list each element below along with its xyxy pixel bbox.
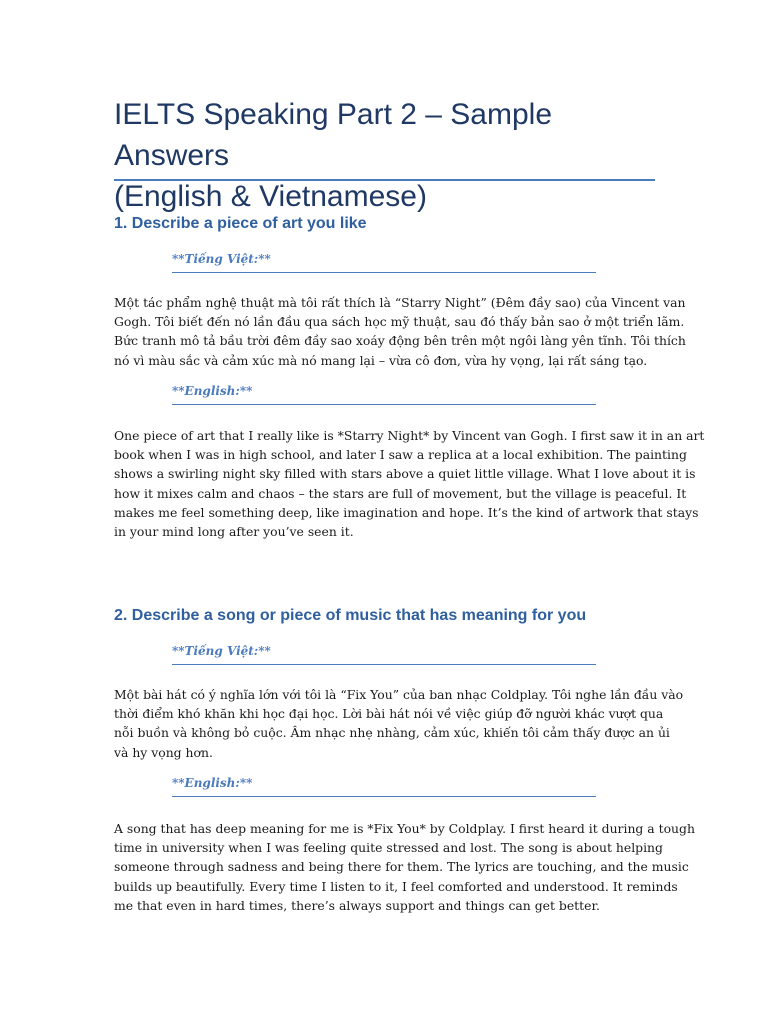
paragraph-line: One piece of art that I really like is *Starry Night* by Vincent van Gogh. I first saw it in an art	[114, 428, 705, 443]
section-2-english-label: **English:**	[172, 776, 253, 790]
paragraph-line: A song that has deep meaning for me is *Fix You* by Coldplay. I first heard it during a tough	[114, 821, 695, 836]
paragraph-line: Một tác phẩm nghệ thuật mà tôi rất thích là “Starry Night” (Đêm đầy sao) của Vincent van	[114, 295, 686, 310]
section-2-english-divider	[172, 796, 596, 797]
section-2-vietnamese-divider	[172, 664, 596, 665]
paragraph-line: time in university when I was feeling quite stressed and lost. The song is about helping	[114, 840, 663, 856]
section-2-english-paragraph	[114, 819, 695, 915]
paragraph-line: nỗi buồn và không bỏ cuộc. Âm nhạc nhẹ nhàng, cảm xúc, khiến tôi cảm thấy được an ủi	[114, 725, 670, 741]
paragraph-line: builds up beautifully. Every time I listen to it, I feel comforted and understood. It reminds	[114, 878, 678, 894]
document-title-line-2: (English & Vietnamese)	[114, 180, 427, 213]
paragraph-line: shows a swirling night sky filled with stars above a quiet little village. What I love about it is	[114, 466, 696, 482]
section-1-heading: 1. Describe a piece of art you like	[114, 215, 367, 232]
paragraph-line: book when I was in high school, and later I saw a replica at a local exhibition. The painting	[114, 447, 687, 463]
section-1-vietnamese-divider	[172, 272, 596, 273]
document-title	[114, 94, 659, 217]
paragraph-line: Một bài hát có ý nghĩa lớn với tôi là “Fix You” của ban nhạc Coldplay. Tôi nghe lần đầu vào	[114, 687, 684, 702]
paragraph-line: in your mind long after you’ve seen it.	[114, 524, 354, 540]
paragraph-line: thời điểm khó khăn khi học đại học. Lời bài hát nói về việc giúp đỡ người khác vượt qua	[114, 706, 664, 722]
paragraph-line: nó vì màu sắc và cảm xúc mà nó mang lại – vừa cô đơn, vừa hy vọng, lại rất sáng tạo.	[114, 352, 648, 368]
paragraph-line: me that even in hard times, there’s always support and things can get better.	[114, 897, 600, 913]
section-1-english-divider	[172, 404, 596, 405]
paragraph-line: how it mixes calm and chaos – the stars are full of movement, but the village is peaceful. It	[114, 485, 687, 501]
section-1-vietnamese-label: **Tiếng Việt:**	[172, 252, 271, 266]
section-2-vietnamese-paragraph	[114, 685, 684, 762]
paragraph-line: Bức tranh mô tả bầu trời đêm đầy sao xoáy động bên trên một ngôi làng yên tĩnh. Tôi thích	[114, 333, 686, 349]
document-title-line-1: IELTS Speaking Part 2 – Sample Answers	[114, 98, 553, 172]
section-2-heading: 2. Describe a song or piece of music that has meaning for you	[114, 607, 587, 624]
paragraph-line: Gogh. Tôi biết đến nó lần đầu qua sách học mỹ thuật, sau đó thấy bản sao ở một triển lãm.	[114, 314, 685, 330]
title-divider	[114, 179, 655, 181]
paragraph-line: someone through sadness and being there for them. The lyrics are touching, and the music	[114, 859, 689, 875]
section-2-vietnamese-label: **Tiếng Việt:**	[172, 644, 271, 658]
paragraph-line: makes me feel something deep, like imagination and hope. It’s the kind of artwork that stays	[114, 504, 699, 520]
paragraph-line: và hy vọng hơn.	[114, 744, 213, 760]
section-1-english-paragraph	[114, 426, 705, 541]
section-1-vietnamese-paragraph	[114, 293, 686, 370]
section-1-english-label: **English:**	[172, 384, 253, 398]
